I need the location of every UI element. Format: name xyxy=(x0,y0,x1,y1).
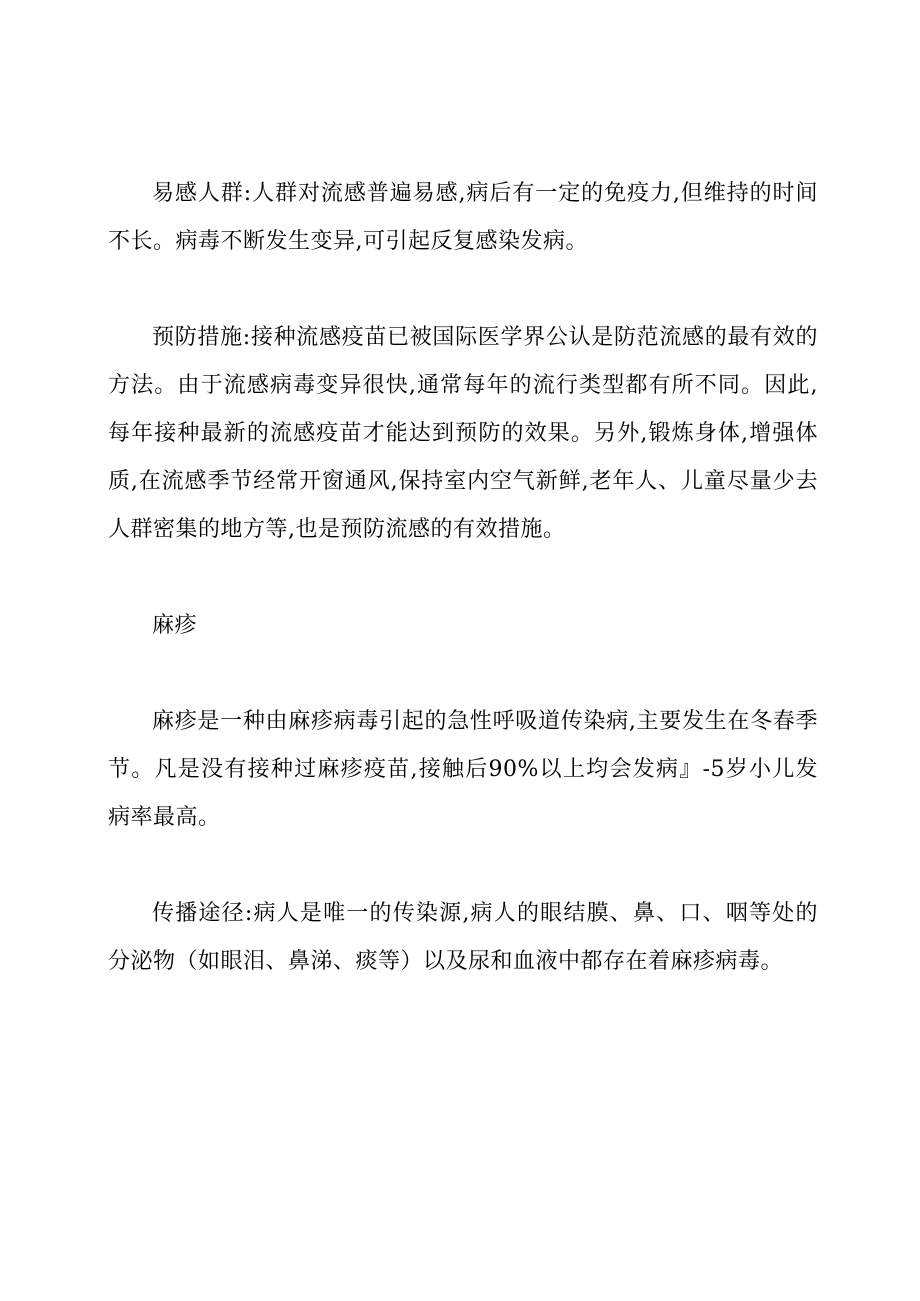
paragraph-measles-intro: 麻疹是一种由麻疹病毒引起的急性呼吸道传染病,主要发生在冬春季节。凡是没有接种过麻疹疫苗,接触后90%以上均会发病』-5岁小儿发病率最高。 xyxy=(108,709,818,830)
section-heading-measles: 麻疹 xyxy=(152,613,198,638)
document-body xyxy=(108,170,818,1034)
paragraph-transmission-route: 传播途径:病人是唯一的传染源,病人的眼结膜、鼻、口、咽等处的分泌物（如眼泪、鼻涕、痰等）以及尿和血液中都存在着麻疹病毒。 xyxy=(108,901,818,974)
paragraph-susceptible-population: 易感人群:人群对流感普遍易感,病后有一定的免疫力,但维持的时间不长。病毒不断发生变异,可引起反复感染发病。 xyxy=(108,181,818,254)
paragraph-prevention-measures: 预防措施:接种流感疫苗已被国际医学界公认是防范流感的最有效的方法。由于流感病毒变异很快,通常每年的流行类型都有所不同。因此,每年接种最新的流感疫苗才能达到预防的效果。另外,锻炼身体,增强体质,在流感季节经常开窗通风,保持室内空气新鲜,老年人、儿童尽量少去人群密集的地方等,也是预防流感的有效措施。 xyxy=(108,325,818,542)
